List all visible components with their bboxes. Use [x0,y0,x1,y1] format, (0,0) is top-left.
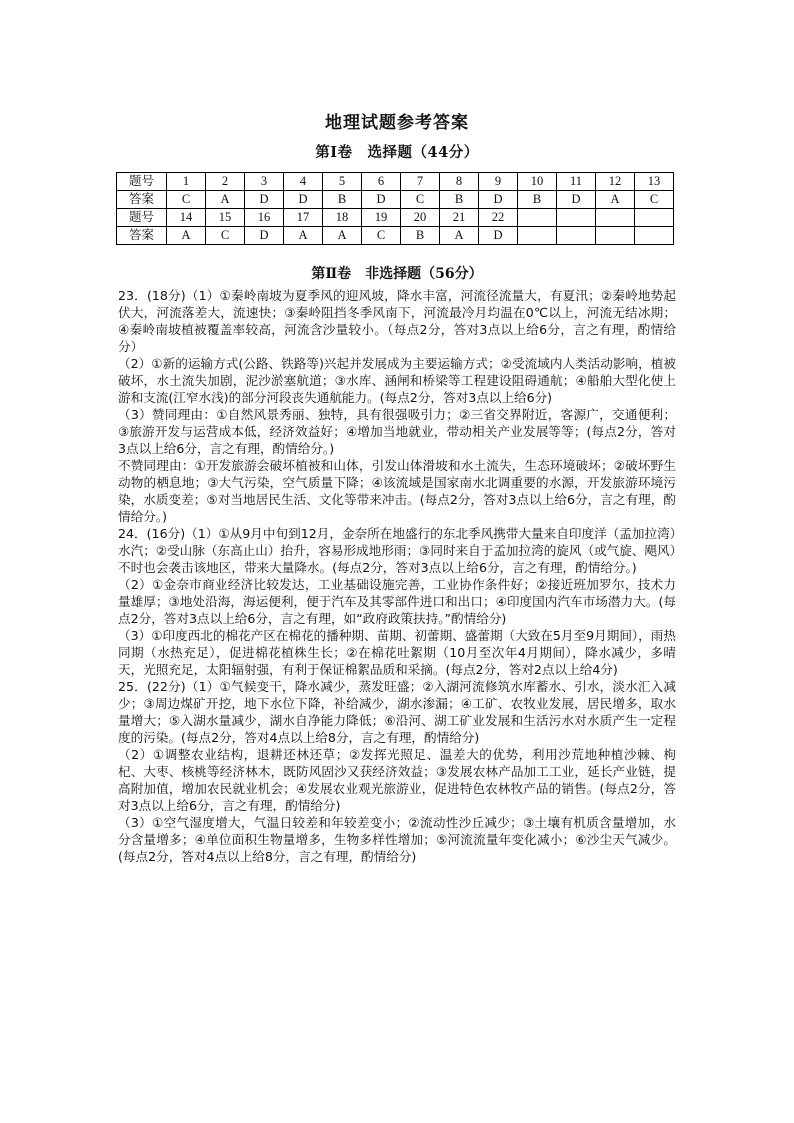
table-cell: 21 [440,209,479,227]
table-cell: B [323,191,362,209]
row-label: 题号 [117,173,167,191]
answer-paragraph: 25．(22分)（1）①气候变干，降水减少，蒸发旺盛；②入湖河流修筑水库蓄水、引水，淡水汇入减少；③周边煤矿开挖，地下水位下降，补给减少，湖水渗漏；④工矿、农牧业发展，居民增多，取水量增大；⑤入湖水量减少，湖水自净能力降低；⑥沿河、湖工矿业发展和生活污水对水质产生一定程度的污染。(每点2分，答对4点以上给8分，言之有理，酌情给分) [118,679,676,745]
table-cell: D [557,191,596,209]
table-cell: 7 [401,173,440,191]
table-cell: B [440,191,479,209]
table-cell: 17 [284,209,323,227]
table-cell: D [284,191,323,209]
table-cell [635,227,674,245]
answer-paragraph: （2）①新的运输方式(公路、铁路等)兴起并发展成为主要运输方式；②受流域内人类活动影响，植被破坏，水土流失加剧，泥沙淤塞航道；③水库、涵闸和桥梁等工程建设阻碍通航；④船舶大型化使上游和支流(江窄水浅)的部分河段丧失通航能力。(每点2分，答对3点以上给6分) [118,356,676,405]
table-cell: D [362,191,401,209]
table-cell [596,209,635,227]
table-cell: A [440,227,479,245]
table-cell: C [206,227,245,245]
table-row [117,209,674,227]
table-cell: A [323,227,362,245]
table-cell: 14 [167,209,206,227]
answer-table-body [117,173,674,245]
table-cell: 9 [479,173,518,191]
answer-paragraph: 不赞同理由：①开发旅游会破坏植被和山体，引发山体滑坡和水土流失，生态环境破坏；②破坏野生动物的栖息地；③大气污染，空气质量下降；④该流域是国家南水北调重要的水源，开发旅游环境污染，水质变差；⑤对当地居民生活、文化等带来冲击。(每点2分，答对3点以上给6分，言之有理，酌情给分。) [118,458,676,524]
row-label: 答案 [117,227,167,245]
answer-body [118,287,676,865]
page-title: 地理试题参考答案 [325,113,469,133]
table-cell: 4 [284,173,323,191]
table-cell: C [635,191,674,209]
answer-paragraph: （2）①金奈市商业经济比较发达，工业基础设施完善，工业协作条件好；②接近班加罗尔，技术力量雄厚；③地处沿海，海运便利，便于汽车及其零部件进口和出口；④印度国内汽车市场潜力大。(每点2分，答对3点以上给6分，言之有理，如“政府政策扶持。”酌情给分) [118,577,676,626]
table-cell: A [206,191,245,209]
table-cell: 2 [206,173,245,191]
table-cell [518,227,557,245]
table-cell: D [479,227,518,245]
table-cell: A [284,227,323,245]
row-label: 题号 [117,209,167,227]
table-cell: 16 [245,209,284,227]
table-cell: 5 [323,173,362,191]
table-cell: 8 [440,173,479,191]
row-label: 答案 [117,191,167,209]
table-cell: D [479,191,518,209]
table-cell: 15 [206,209,245,227]
table-row [117,173,674,191]
table-cell: D [245,191,284,209]
answer-paragraph: 24．(16分)（1）①从9月中旬到12月，金奈所在地盛行的东北季风携带大量来自印度洋（孟加拉湾）水汽；②受山脉（东高止山）抬升，容易形成地形雨；③同时来自于孟加拉湾的旋风（或气旋、飓风）不时也会袭击该地区，带来大量降水。(每点2分，答对3点以上给6分，言之有理，酌情给分。) [118,526,676,575]
answer-paragraph: （3）①空气湿度增大，气温日较差和年较差变小；②流动性沙丘减少；③土壤有机质含量增加，水分含量增多；④单位面积生物量增多，生物多样性增加；⑤河流流量年变化减小；⑥沙尘天气减少。(每点2分，答对4点以上给8分，言之有理，酌情给分) [118,815,676,864]
table-cell: A [596,191,635,209]
table-cell: C [401,191,440,209]
table-cell: 1 [167,173,206,191]
table-cell: 18 [323,209,362,227]
table-cell: C [167,191,206,209]
table-cell: 10 [518,173,557,191]
table-cell: 11 [557,173,596,191]
table-cell: B [401,227,440,245]
table-cell [557,227,596,245]
table-cell: 13 [635,173,674,191]
table-cell: 20 [401,209,440,227]
part2-heading: 第Ⅱ卷 非选择题（56分） [311,266,483,282]
table-cell: 3 [245,173,284,191]
table-cell [596,227,635,245]
table-row [117,191,674,209]
table-cell: B [518,191,557,209]
table-cell: 19 [362,209,401,227]
answer-paragraph: （3）①印度西北的棉花产区在棉花的播种期、苗期、初蕾期、盛蕾期（大致在5月至9月期间），雨热同期（水热充足），促进棉花植株生长；②在棉花吐絮期（10月至次年4月期间），降水减少，多晴天，光照充足，太阳辐射强，有利于保证棉絮品质和采摘。(每点2分，答对2点以上给4分) [118,628,676,677]
table-row [117,227,674,245]
part1-heading: 第Ⅰ卷 选择题（44分） [315,144,479,161]
table-cell [557,209,596,227]
table-cell: C [362,227,401,245]
table-cell [518,209,557,227]
table-cell: 6 [362,173,401,191]
answer-paragraph: （2）①调整农业结构，退耕还林还草；②发挥光照足、温差大的优势，利用沙荒地种植沙棘、枸杞、大枣、核桃等经济林木，既防风固沙又获经济效益；③发展农林产品加工工业，延长产业链，提高附加值，增加农民就业机会；④发展农业观光旅游业，促进特色农林牧产品的销售。(每点2分，答对3点以上给6分，言之有理，酌情给分) [118,747,676,813]
table-cell: D [245,227,284,245]
table-cell [635,209,674,227]
table-cell: 22 [479,209,518,227]
answer-table [116,172,674,245]
table-cell: A [167,227,206,245]
table-cell: 12 [596,173,635,191]
answer-paragraph: 23．(18分)（1）①秦岭南坡为夏季风的迎风坡，降水丰富，河流径流量大，有夏汛；②秦岭地势起伏大，河流落差大，流速快；③秦岭阻挡冬季风南下，河流最冷月均温在0℃以上，河流无结冰期；④秦岭南坡植被覆盖率较高，河流含沙量较小。（每点2分，答对3点以上给6分，言之有理，酌情给分） [118,288,676,354]
answer-paragraph: （3）赞同理由：①自然风景秀丽、独特，具有很强吸引力；②三省交界附近，客源广，交通便利；③旅游开发与运营成本低，经济效益好；④增加当地就业，带动相关产业发展等等；(每点2分，答对3点以上给6分，言之有理，酌情给分。) [118,407,676,456]
